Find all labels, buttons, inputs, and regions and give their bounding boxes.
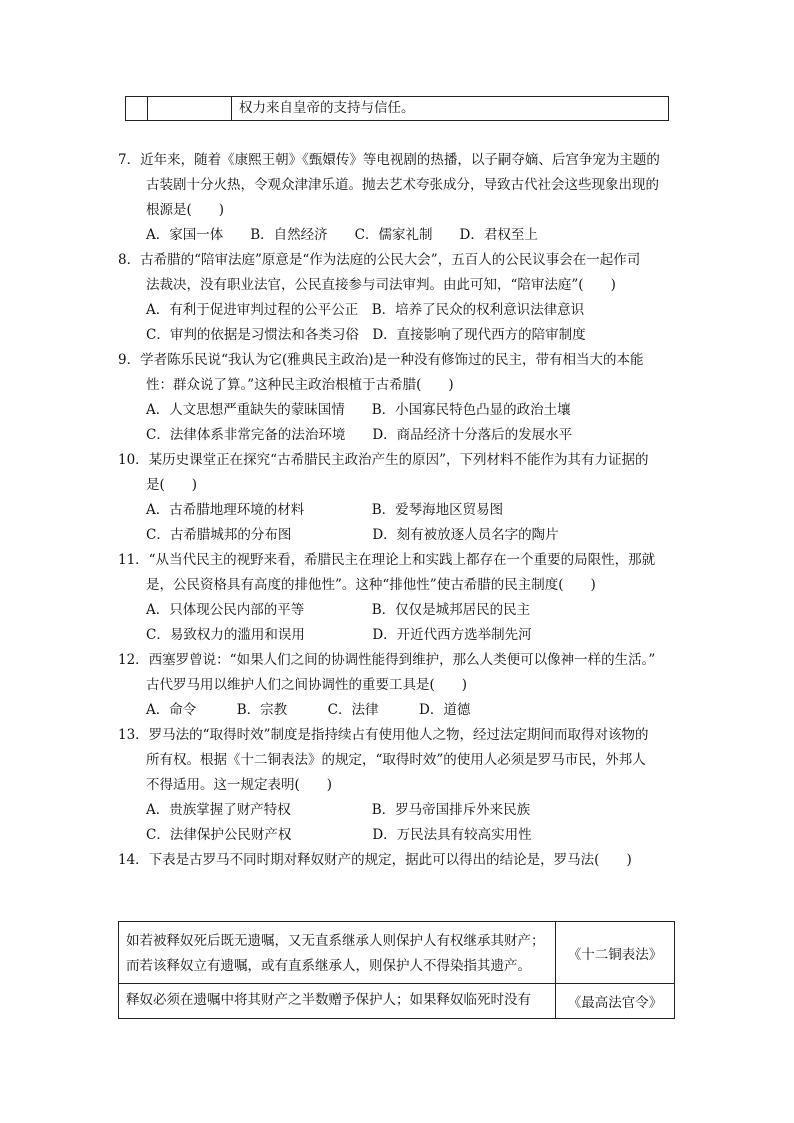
answer-options: C．法律体系非常完备的法治环境 D．商品经济十分落后的发展水平 bbox=[146, 427, 573, 443]
table-cell-text bbox=[119, 984, 556, 1018]
table-cell-text: 权力来自皇帝的支持与信任。 bbox=[239, 100, 415, 116]
table-cell-line: 如若被释奴死后既无遗嘱，又无直系继承人则保护人有权继承其财产； bbox=[126, 933, 545, 949]
question-stem-line: 10．某历史课堂正在探究“古希腊民主政治产生的原因”，下列材料不能作为其有力证据的 bbox=[118, 452, 649, 468]
question-stem-line: 根源是( ) bbox=[146, 202, 225, 218]
table-cell-source: 《十二铜表法》 bbox=[567, 946, 663, 963]
question-stem-line: 所有权。根据《十二铜表法》的规定，“取得时效”的使用人必须是罗马市民，外邦人 bbox=[146, 752, 646, 768]
table-cell-line: 释奴必须在遗嘱中将其财产之半数赠予保护人；如果释奴临死时没有 bbox=[126, 992, 531, 1008]
question-stem-line: 7．近年来，随着《康熙王朝》《甄嬛传》等电视剧的热播，以子嗣夺嫡、后宫争宠为主题的 bbox=[118, 152, 660, 168]
answer-options: C．审判的依据是习惯法和各类习俗 D．直接影响了现代西方的陪审制度 bbox=[146, 327, 586, 343]
table-cell bbox=[148, 97, 232, 120]
answer-options: A．只体现公民内部的平等 B．仅仅是城邦居民的民主 bbox=[146, 602, 531, 618]
answer-options: A．人文思想严重缺失的蒙昧国情 B．小国寡民特色凸显的政治土壤 bbox=[146, 402, 571, 418]
question-stem-line: 古代罗马用以维护人们之间协调性的重要工具是( ) bbox=[146, 677, 468, 693]
question-stem-line: 是( ) bbox=[146, 477, 198, 493]
question-stem-line: 14．下表是古罗马不同时期对释奴财产的规定，据此可以得出的结论是，罗马法( ) bbox=[118, 852, 632, 868]
answer-options: A．贵族掌握了财产特权 B．罗马帝国排斥外来民族 bbox=[146, 802, 531, 818]
question-stem-line: 是，公民资格具有高度的排他性”。这种“排他性”使古希腊的民主制度( ) bbox=[146, 577, 596, 593]
question-stem-line: 9．学者陈乐民说“我认为它(雅典民主政治)是一种没有修饰过的民主，带有相当大的本能 bbox=[118, 352, 644, 368]
question-stem-line: 13．罗马法的“取得时效”制度是指持续占有使用他人之物，经过法定期间而取得对该物的 bbox=[118, 727, 649, 743]
question-stem-line: 不得适用。这一规定表明( ) bbox=[146, 777, 333, 793]
answer-options: A．古希腊地理环境的材料 B．爱琴海地区贸易图 bbox=[146, 502, 504, 518]
question-stem-line: 8．古希腊的“陪审法庭”原意是“作为法庭的公民大会”，五百人的公民议事会在一起作司 bbox=[118, 252, 641, 268]
answer-options: A．有利于促进审判过程的公平公正 B．培养了民众的权利意识法律意识 bbox=[146, 302, 585, 318]
answer-options: C．易致权力的滥用和误用 D．开近代西方选举制先河 bbox=[146, 627, 532, 643]
answer-options: C．古希腊城邦的分布图 D．刻有被放逐人员名字的陶片 bbox=[146, 527, 559, 543]
table-row bbox=[119, 922, 674, 984]
question-stem-line: 性：群众说了算。”这种民主政治根植于古希腊( ) bbox=[146, 377, 454, 393]
table-cell-source: 《最高法官令》 bbox=[567, 995, 663, 1011]
freedmen-property-table bbox=[118, 921, 675, 1019]
table-cell bbox=[126, 97, 148, 120]
table-row bbox=[119, 984, 674, 1018]
question-stem-line: 11．“从当代民主的视野来看，希腊民主在理论上和实践上都存在一个重要的局限性，那就 bbox=[118, 552, 656, 568]
table-cell-text bbox=[119, 922, 556, 983]
table-cell-line: 而若该释奴立有遗嘱，或有直系继承人，则保护人不得染指其遗产。 bbox=[126, 958, 531, 974]
question-stem-line: 古装剧十分火热，令观众津津乐道。抛去艺术夸张成分，导致古代社会这些现象出现的 bbox=[146, 177, 659, 193]
answer-options: C．法律保护公民财产权 D．万民法具有较高实用性 bbox=[146, 827, 532, 843]
answer-options: A．家国一体 B．自然经济 C．儒家礼制 D．君权至上 bbox=[146, 227, 538, 243]
top-table-row bbox=[125, 96, 669, 121]
question-stem-line: 法裁决，没有职业法官，公民直接参与司法审判。由此可知，“陪审法庭”( ) bbox=[146, 277, 616, 293]
question-stem-line: 12．西塞罗曾说：“如果人们之间的协调性能得到维护，那么人类便可以像神一样的生活。” bbox=[118, 652, 656, 668]
answer-options: A．命令 B．宗教 C．法律 D．道德 bbox=[146, 702, 471, 718]
